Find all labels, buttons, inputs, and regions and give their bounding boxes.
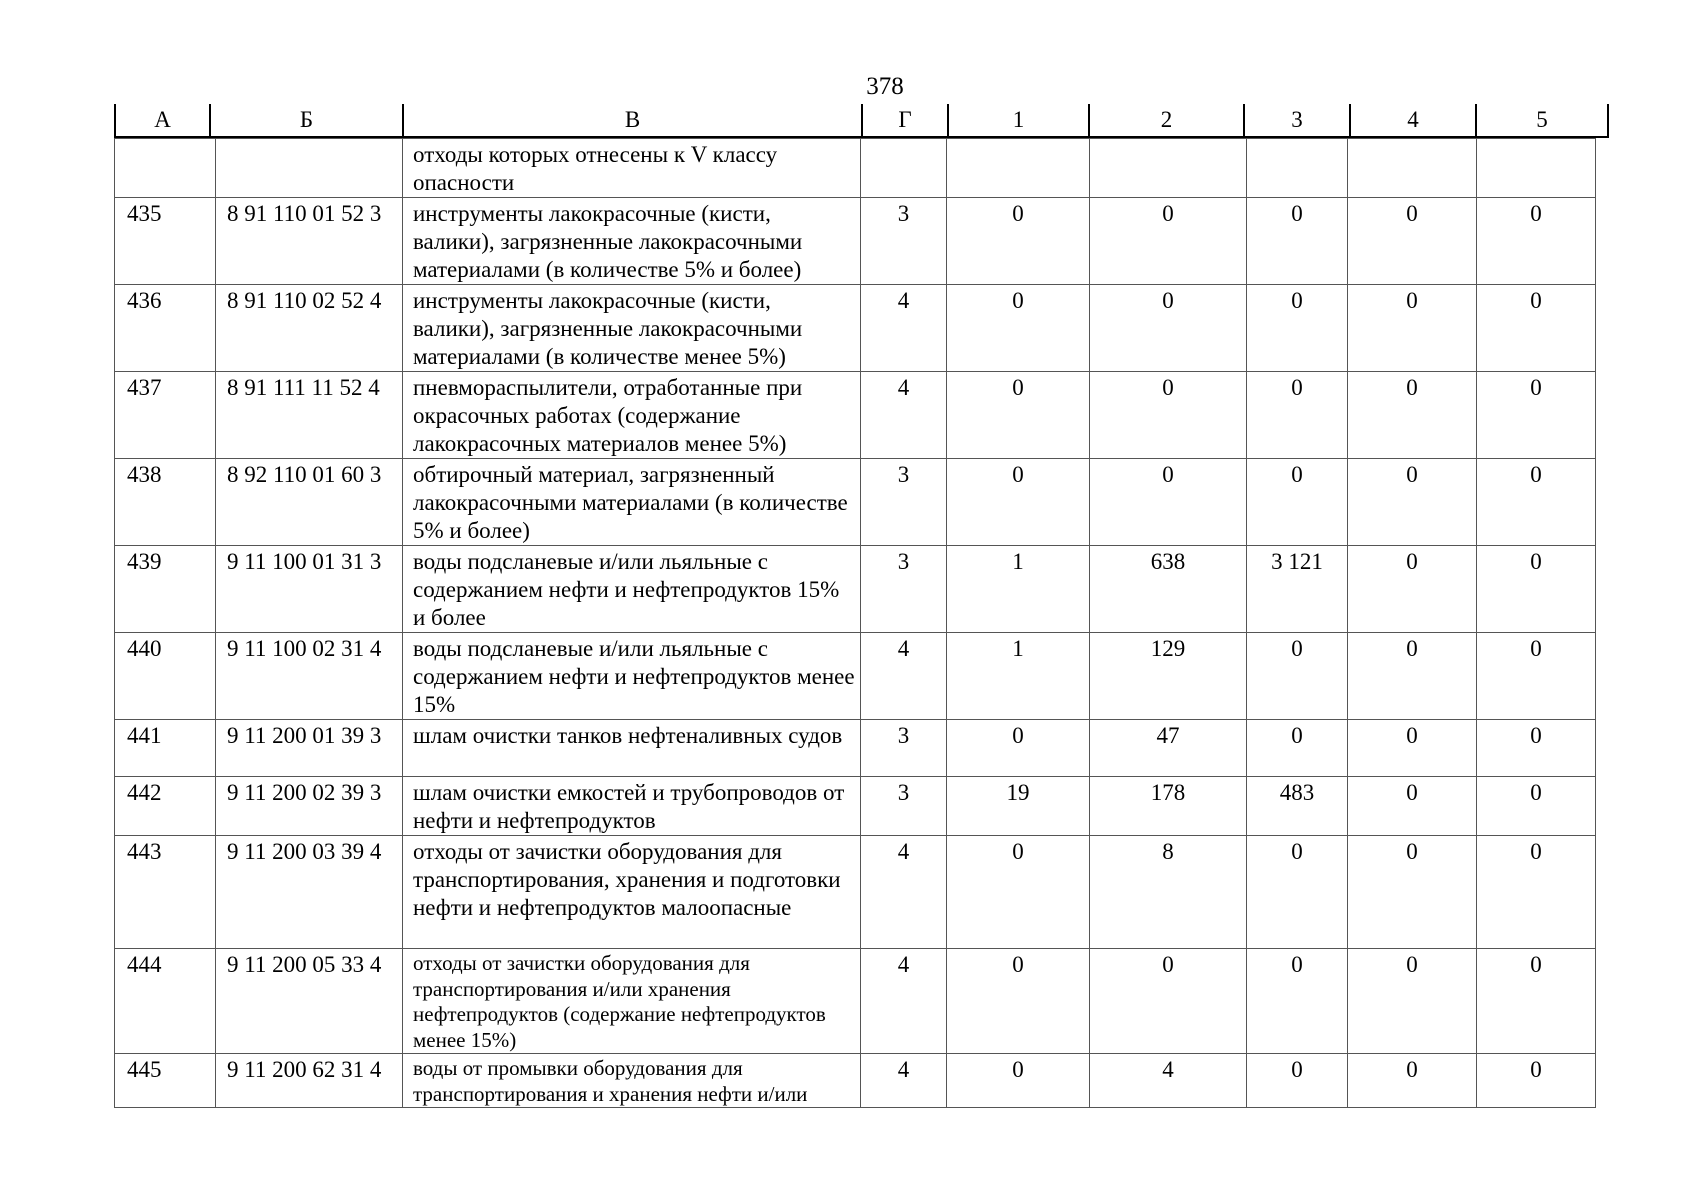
value-col-1: 0 — [947, 949, 1090, 1054]
value-col-4: 0 — [1348, 836, 1477, 949]
value-col-5: 0 — [1477, 285, 1596, 372]
value-col-4: 0 — [1348, 285, 1477, 372]
waste-name: инструменты лакокрасочные (кисти, валики), загрязненные лакокрасочными материалами (в количестве 5% и более) — [403, 198, 861, 285]
table-row — [115, 139, 1596, 198]
value-col-3: 0 — [1247, 198, 1348, 285]
value-col-2: 4 — [1090, 1054, 1247, 1108]
value-col-4 — [1348, 139, 1477, 198]
value-col-2: 0 — [1090, 198, 1247, 285]
waste-name: обтирочный материал, загрязненный лакокрасочными материалами (в количестве 5% и более) — [403, 459, 861, 546]
value-col-4: 0 — [1348, 949, 1477, 1054]
value-col-1: 1 — [947, 546, 1090, 633]
column-header-table — [114, 104, 1609, 138]
waste-code: 8 91 111 11 52 4 — [216, 372, 403, 459]
table-row — [115, 720, 1596, 777]
row-number: 439 — [115, 546, 216, 633]
value-col-3: 3 121 — [1247, 546, 1348, 633]
value-col-4: 0 — [1348, 1054, 1477, 1108]
waste-name: воды подсланевые и/или льяльные с содержанием нефти и нефтепродуктов 15% и более — [403, 546, 861, 633]
value-col-2 — [1090, 139, 1247, 198]
value-col-4: 0 — [1348, 198, 1477, 285]
value-col-1: 0 — [947, 836, 1090, 949]
value-col-5: 0 — [1477, 949, 1596, 1054]
table-row — [115, 836, 1596, 949]
value-col-4: 0 — [1348, 459, 1477, 546]
value-col-2: 178 — [1090, 777, 1247, 836]
value-col-3: 0 — [1247, 459, 1348, 546]
waste-name: воды от промывки оборудования для транспортирования и хранения нефти и/или — [403, 1054, 861, 1108]
hazard-class: 3 — [861, 720, 947, 777]
row-number — [115, 139, 216, 198]
waste-code: 9 11 200 05 33 4 — [216, 949, 403, 1054]
column-header-4: 4 — [1350, 104, 1476, 137]
waste-name: отходы от зачистки оборудования для транспортирования и/или хранения нефтепродуктов (содержание нефтепродуктов менее 15%) — [403, 949, 861, 1054]
value-col-3: 483 — [1247, 777, 1348, 836]
value-col-2: 47 — [1090, 720, 1247, 777]
row-number: 438 — [115, 459, 216, 546]
value-col-5: 0 — [1477, 546, 1596, 633]
column-header-3: 3 — [1244, 104, 1350, 137]
value-col-3: 0 — [1247, 720, 1348, 777]
waste-table — [114, 138, 1596, 1108]
value-col-2: 129 — [1090, 633, 1247, 720]
value-col-2: 0 — [1090, 285, 1247, 372]
hazard-class: 3 — [861, 459, 947, 546]
value-col-1: 1 — [947, 633, 1090, 720]
value-col-5: 0 — [1477, 1054, 1596, 1108]
column-header-v: В — [403, 104, 862, 137]
column-header-1: 1 — [948, 104, 1089, 137]
hazard-class — [861, 139, 947, 198]
value-col-3: 0 — [1247, 372, 1348, 459]
value-col-5: 0 — [1477, 777, 1596, 836]
row-number: 436 — [115, 285, 216, 372]
waste-name: отходы которых отнесены к V классу опасности — [403, 139, 861, 198]
waste-name: шлам очистки емкостей и трубопроводов от нефти и нефтепродуктов — [403, 777, 861, 836]
value-col-1: 0 — [947, 285, 1090, 372]
value-col-2: 0 — [1090, 372, 1247, 459]
value-col-5: 0 — [1477, 198, 1596, 285]
hazard-class: 3 — [861, 198, 947, 285]
value-col-3: 0 — [1247, 285, 1348, 372]
hazard-class: 3 — [861, 546, 947, 633]
value-col-2: 0 — [1090, 459, 1247, 546]
page-number: 378 — [866, 73, 904, 100]
column-header-2: 2 — [1089, 104, 1244, 137]
value-col-5: 0 — [1477, 836, 1596, 949]
row-number: 437 — [115, 372, 216, 459]
waste-name: пневмораспылители, отработанные при окрасочных работах (содержание лакокрасочных материалов менее 5%) — [403, 372, 861, 459]
value-col-3 — [1247, 139, 1348, 198]
value-col-1: 19 — [947, 777, 1090, 836]
table-row — [115, 777, 1596, 836]
hazard-class: 4 — [861, 372, 947, 459]
column-header-row — [115, 104, 1608, 137]
value-col-3: 0 — [1247, 836, 1348, 949]
value-col-1: 0 — [947, 720, 1090, 777]
value-col-1: 0 — [947, 459, 1090, 546]
row-number: 445 — [115, 1054, 216, 1108]
column-header-b: Б — [210, 104, 403, 137]
column-header-a: А — [115, 104, 210, 137]
value-col-1 — [947, 139, 1090, 198]
waste-code: 8 92 110 01 60 3 — [216, 459, 403, 546]
table-row — [115, 372, 1596, 459]
value-col-3: 0 — [1247, 633, 1348, 720]
hazard-class: 4 — [861, 633, 947, 720]
table-row — [115, 198, 1596, 285]
table-row — [115, 1054, 1596, 1108]
value-col-3: 0 — [1247, 1054, 1348, 1108]
value-col-4: 0 — [1348, 720, 1477, 777]
value-col-2: 8 — [1090, 836, 1247, 949]
row-number: 441 — [115, 720, 216, 777]
column-header-5: 5 — [1476, 104, 1608, 137]
waste-code — [216, 139, 403, 198]
value-col-1: 0 — [947, 1054, 1090, 1108]
table-row — [115, 459, 1596, 546]
value-col-5: 0 — [1477, 372, 1596, 459]
waste-code: 8 91 110 01 52 3 — [216, 198, 403, 285]
value-col-3: 0 — [1247, 949, 1348, 1054]
waste-name: инструменты лакокрасочные (кисти, валики), загрязненные лакокрасочными материалами (в количестве менее 5%) — [403, 285, 861, 372]
value-col-4: 0 — [1348, 372, 1477, 459]
hazard-class: 4 — [861, 836, 947, 949]
hazard-class: 4 — [861, 285, 947, 372]
table-row — [115, 285, 1596, 372]
column-header-g: Г — [862, 104, 948, 137]
value-col-1: 0 — [947, 372, 1090, 459]
waste-code: 9 11 100 01 31 3 — [216, 546, 403, 633]
waste-code: 9 11 200 01 39 3 — [216, 720, 403, 777]
row-number: 440 — [115, 633, 216, 720]
value-col-1: 0 — [947, 198, 1090, 285]
table-row — [115, 949, 1596, 1054]
value-col-4: 0 — [1348, 777, 1477, 836]
value-col-5: 0 — [1477, 720, 1596, 777]
waste-name: шлам очистки танков нефтеналивных судов — [403, 720, 861, 777]
waste-code: 9 11 100 02 31 4 — [216, 633, 403, 720]
value-col-4: 0 — [1348, 633, 1477, 720]
table-row — [115, 546, 1596, 633]
value-col-2: 638 — [1090, 546, 1247, 633]
row-number: 435 — [115, 198, 216, 285]
waste-code: 9 11 200 02 39 3 — [216, 777, 403, 836]
row-number: 442 — [115, 777, 216, 836]
value-col-2: 0 — [1090, 949, 1247, 1054]
row-number: 443 — [115, 836, 216, 949]
waste-name: воды подсланевые и/или льяльные с содержанием нефти и нефтепродуктов менее 15% — [403, 633, 861, 720]
waste-code: 9 11 200 62 31 4 — [216, 1054, 403, 1108]
row-number: 444 — [115, 949, 216, 1054]
hazard-class: 3 — [861, 777, 947, 836]
value-col-5: 0 — [1477, 459, 1596, 546]
hazard-class: 4 — [861, 949, 947, 1054]
value-col-4: 0 — [1348, 546, 1477, 633]
table-row — [115, 633, 1596, 720]
waste-name: отходы от зачистки оборудования для транспортирования, хранения и подготовки нефти и нефтепродуктов малоопасные — [403, 836, 861, 949]
waste-code: 8 91 110 02 52 4 — [216, 285, 403, 372]
waste-code: 9 11 200 03 39 4 — [216, 836, 403, 949]
value-col-5 — [1477, 139, 1596, 198]
value-col-5: 0 — [1477, 633, 1596, 720]
hazard-class: 4 — [861, 1054, 947, 1108]
